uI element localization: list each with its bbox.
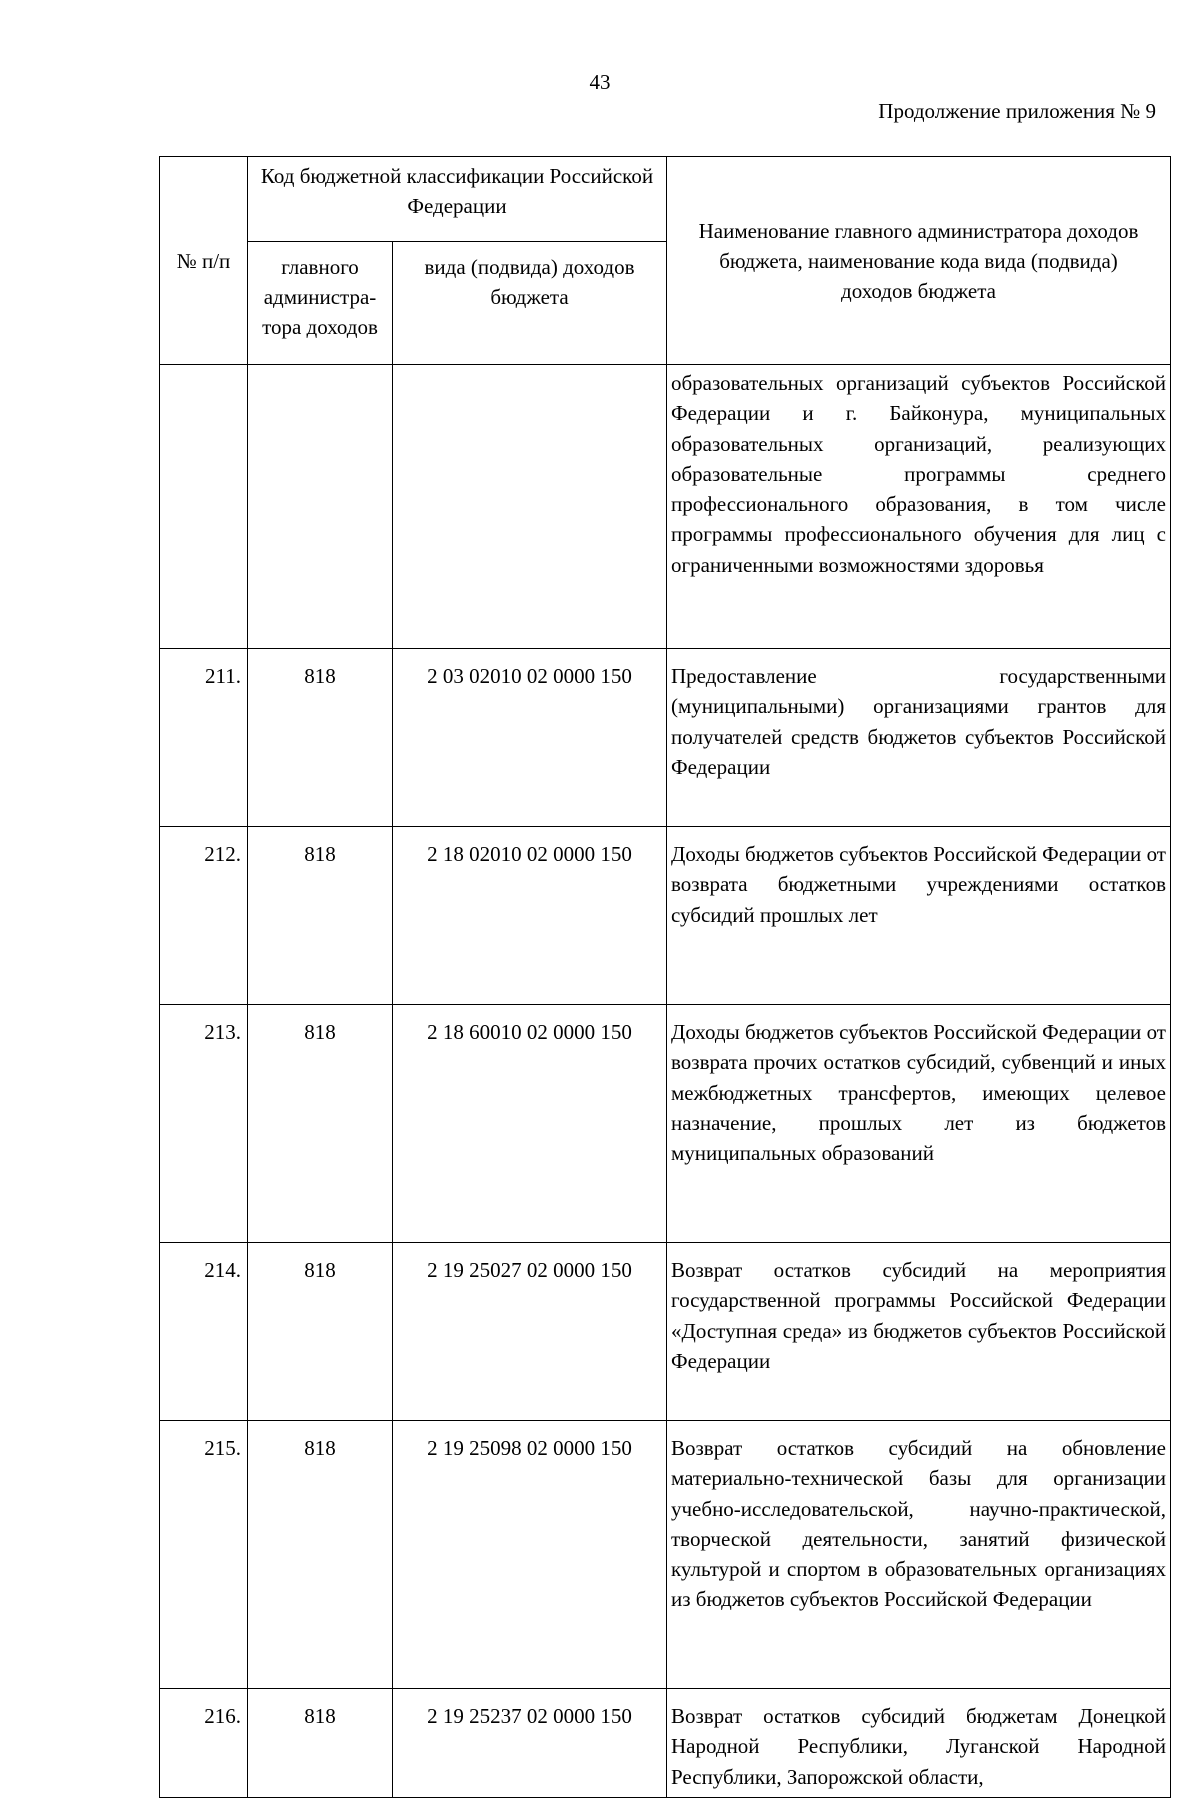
page-number: 43 xyxy=(589,70,611,94)
table-row xyxy=(160,1243,1171,1421)
table-row xyxy=(160,827,1171,1005)
admin-code: 818 xyxy=(248,1421,393,1689)
revenue-description: Возврат остатков субсидий бюджетам Донецкой Народной Республики, Луганской Народной Республики, Запорожской области, xyxy=(667,1689,1171,1798)
revenue-description: Возврат остатков субсидий на мероприятия государственной программы Российской Федерации «Доступная среда» из бюджетов субъектов Российской Федерации xyxy=(667,1243,1171,1421)
admin-code: 818 xyxy=(248,1243,393,1421)
table-row xyxy=(160,649,1171,827)
header-administrator-name: Наименование главного администратора доходов бюджета, наименование кода вида (подвида) доходов бюджета xyxy=(667,157,1171,365)
header-classification-code: Код бюджетной классификации Российской Федерации xyxy=(248,157,667,242)
revenue-description: Доходы бюджетов субъектов Российской Федерации от возврата прочих остатков субсидий, субвенций и иных межбюджетных трансфертов, имеющих целевое назначение, прошлых лет из бюджетов муниципальных образований xyxy=(667,1005,1171,1243)
admin-code: 818 xyxy=(248,827,393,1005)
row-number: 215. xyxy=(160,1421,248,1689)
budget-classification-table xyxy=(159,156,1171,1798)
admin-code: 818 xyxy=(248,1689,393,1798)
table-row xyxy=(160,365,1171,649)
row-number: 214. xyxy=(160,1243,248,1421)
table-row xyxy=(160,1421,1171,1689)
revenue-code: 2 03 02010 02 0000 150 xyxy=(393,649,667,827)
header-row-number: № п/п xyxy=(160,157,248,365)
row-number: 216. xyxy=(160,1689,248,1798)
admin-code xyxy=(248,365,393,649)
revenue-code xyxy=(393,365,667,649)
admin-code: 818 xyxy=(248,649,393,827)
revenue-code: 2 18 02010 02 0000 150 xyxy=(393,827,667,1005)
revenue-description: Доходы бюджетов субъектов Российской Федерации от возврата бюджетными учреждениями остатков субсидий прошлых лет xyxy=(667,827,1171,1005)
row-number xyxy=(160,365,248,649)
header-main-administrator: главного администра-тора доходов xyxy=(248,242,393,365)
admin-code: 818 xyxy=(248,1005,393,1243)
header-revenue-kind: вида (подвида) доходов бюджета xyxy=(393,242,667,365)
revenue-description: Возврат остатков субсидий на обновление материально-технической базы для организации учебно-исследовательской, научно-практической, творческой деятельности, занятий физической культурой и спортом в образовательных организациях из бюджетов субъектов Российской Федерации xyxy=(667,1421,1171,1689)
row-number: 213. xyxy=(160,1005,248,1243)
row-number: 211. xyxy=(160,649,248,827)
revenue-code: 2 19 25237 02 0000 150 xyxy=(393,1689,667,1798)
revenue-code: 2 19 25098 02 0000 150 xyxy=(393,1421,667,1689)
revenue-description: образовательных организаций субъектов Российской Федерации и г. Байконура, муниципальных образовательных организаций, реализующих образовательные программы среднего профессионального образования, в том числе программы профессионального обучения для лиц с ограниченными возможностями здоровья xyxy=(667,365,1171,649)
row-number: 212. xyxy=(160,827,248,1005)
revenue-code: 2 18 60010 02 0000 150 xyxy=(393,1005,667,1243)
appendix-continuation-label: Продолжение приложения № 9 xyxy=(878,99,1156,123)
revenue-description: Предоставление государственными (муниципальными) организациями грантов для получателей средств бюджетов субъектов Российской Федерации xyxy=(667,649,1171,827)
revenue-code: 2 19 25027 02 0000 150 xyxy=(393,1243,667,1421)
table-row xyxy=(160,1005,1171,1243)
table-row xyxy=(160,1689,1171,1798)
